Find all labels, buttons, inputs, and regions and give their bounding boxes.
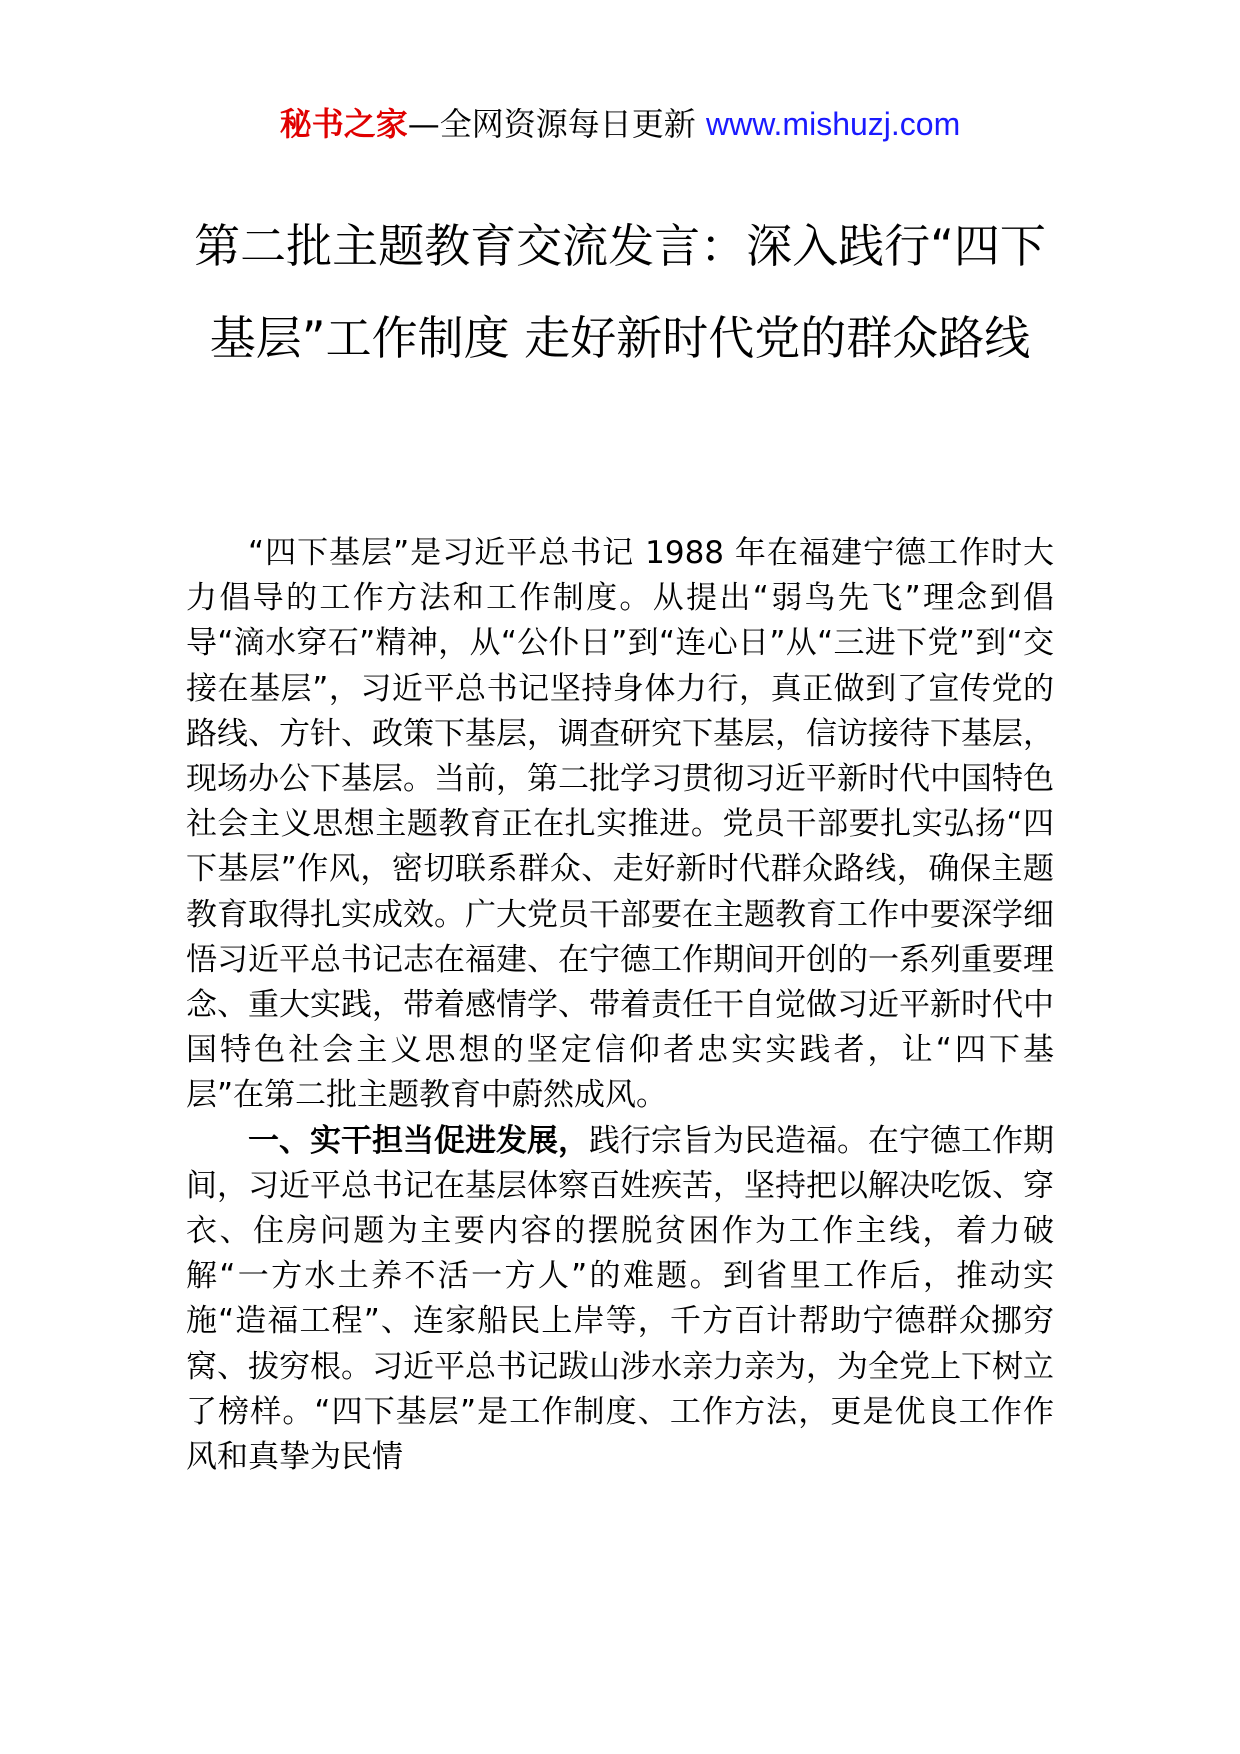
site-url-link[interactable]: www.mishuzj.com — [705, 106, 961, 142]
paragraph-text: 践行宗旨为民造福。在宁德工作期间，习近平总书记在基层体察百姓疾苦，坚持把以解决吃饭、穿衣、住房问题为主要内容的摆脱贫困作为工作主线，着力破解“一方水土养不活一方人”的难题。到省里工作后，推动实施“造福工程”、连家船民上岸等，千方百计帮助宁德群众挪穷窝、拔穷根。习近平总书记跋山涉水亲力亲为，为全党上下树立了榜样。“四下基层”是工作制度、工作方法，更是优良工作作风和真挚为民情 — [186, 1122, 1054, 1476]
document-title: 第二批主题教育交流发言：深入践行“四下基层”工作制度 走好新时代党的群众路线 — [194, 219, 1046, 365]
paragraph-text: “四下基层”是习近平总书记 1988 年在福建宁德工作时大力倡导的工作方法和工作制度。从提出“弱鸟先飞”理念到倡导“滴水穿石”精神，从“公仆日”到“连心日”从“三进下党”到“交接在基层”，习近平总书记坚持身体力行，真正做到了宣传党的路线、方针、政策下基层，调查研究下基层，信访接待下基层，现场办公下基层。当前，第二批学习贯彻习近平新时代中国特色社会主义思想主题教育正在扎实推进。党员干部要扎实弘扬“四下基层”作风，密切联系群众、走好新时代群众路线，确保主题教育取得扎实成效。广大党员干部要在主题教育工作中要深学细悟习近平总书记志在福建、在宁德工作期间开创的一系列重要理念、重大实践，带着感情学、带着责任干自觉做习近平新时代中国特色社会主义思想的坚定信仰者忠实实践者，让“四下基层”在第二批主题教育中蔚然成风。 — [186, 535, 1054, 1114]
paragraph-intro — [186, 531, 1054, 1119]
section-heading: 一、实干担当促进发展， — [248, 1122, 589, 1159]
site-header — [0, 104, 1240, 144]
document-body — [186, 531, 1054, 1480]
site-brand: 秘书之家 — [279, 105, 408, 143]
paragraph-section-one — [186, 1119, 1054, 1481]
site-tagline: —全网资源每日更新 — [407, 105, 706, 143]
